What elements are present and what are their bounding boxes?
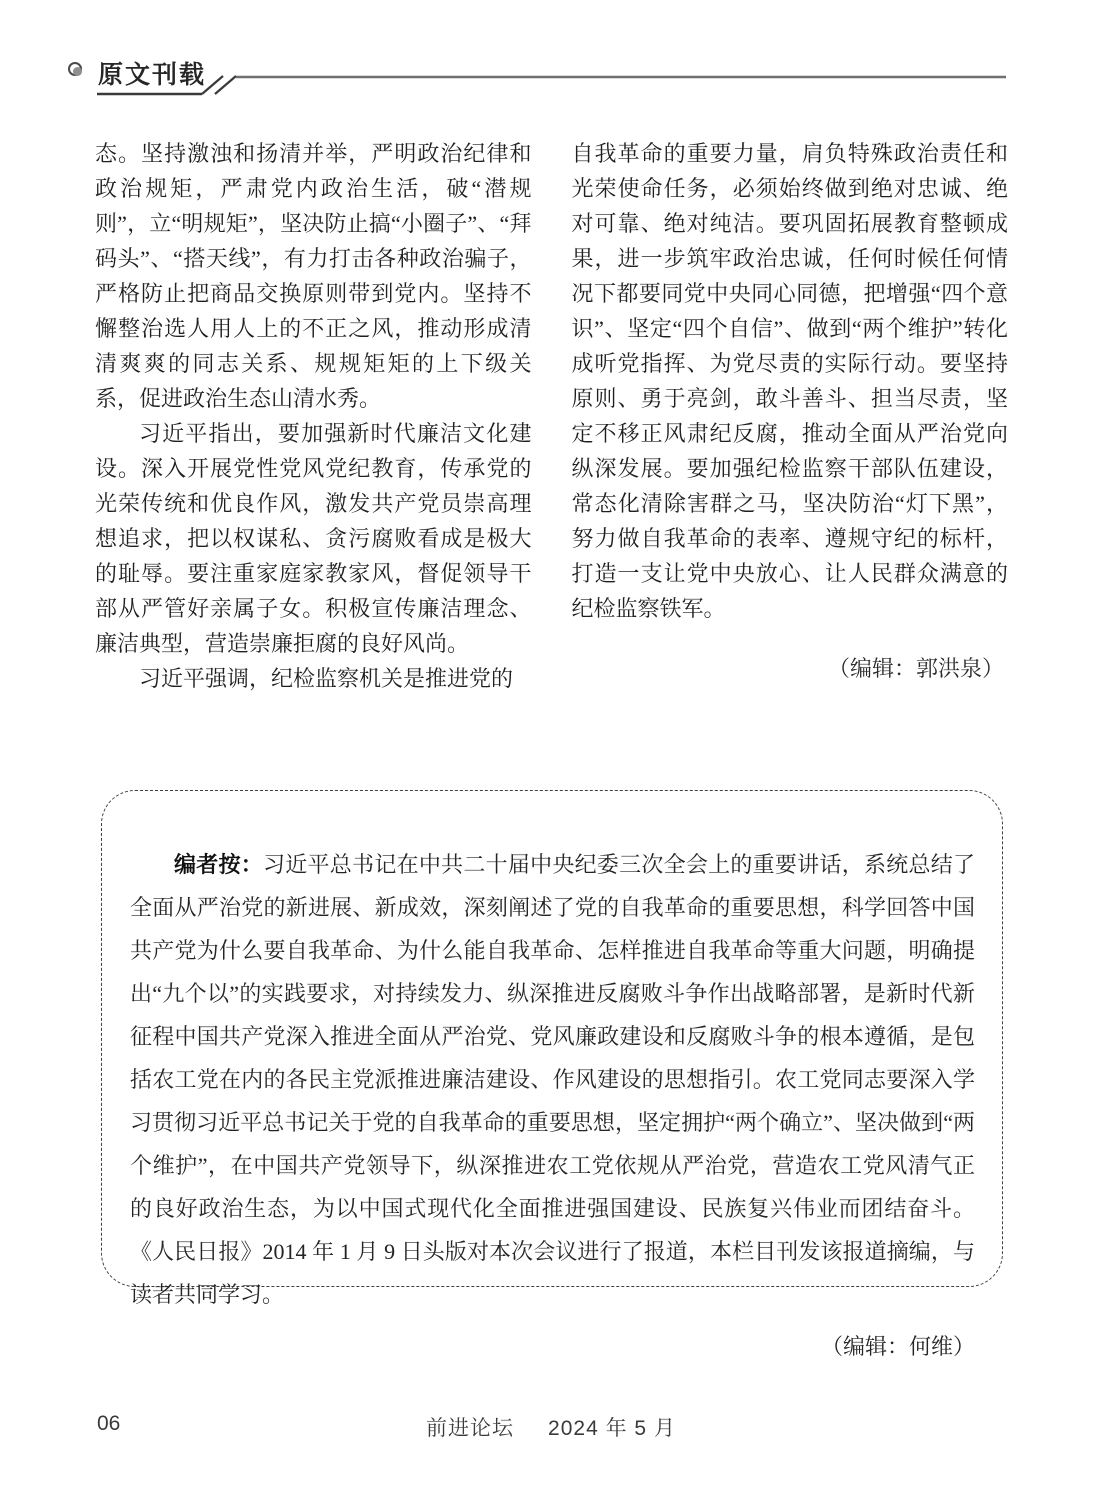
paragraph: 习近平强调，纪检监察机关是推进党的 bbox=[139, 666, 514, 691]
issue-date: 2024 年 5 月 bbox=[548, 1417, 676, 1440]
journal-name: 前进论坛 bbox=[426, 1417, 515, 1440]
article-body bbox=[95, 136, 1008, 696]
editor-note-credit: （编辑：何维） bbox=[820, 1334, 975, 1359]
page-footer bbox=[0, 1412, 1102, 1440]
section-title: 原文刊载 bbox=[98, 61, 207, 89]
editor-note-paragraph bbox=[130, 843, 975, 1316]
article-columns bbox=[95, 136, 1008, 696]
right-column bbox=[572, 136, 1009, 696]
editor-note-body: 习近平总书记在中共二十届中央纪委三次全会上的重要讲话，系统总结了全面从严治党的新进展、新成效，深刻阐述了党的自我革命的重要思想，科学回答中国共产党为什么要自我革命、为什么能自我革命、怎样推进自我革命等重大问题，明确提出“九个以”的实践要求，对持续发力、纵深推进反腐败斗争作出战略部署，是新时代新征程中国共产党深入推进全面从严治党、党风廉政建设和反腐败斗争的根本遵循，是包括农工党在内的各民主党派推进廉洁建设、作风建设的思想指引。农工党同志要深入学习贯彻习近平总书记关于党的自我革命的重要思想，坚定拥护“两个确立”、坚决做到“两个维护”，在中国共产党领导下，纵深推进农工党依规从严治党，营造农工党风清气正的良好政治生态，为以中国式现代化全面推进强国建设、民族复兴伟业而团结奋斗。《人民日报》2014 年 1 月 9 日头版对本次会议进行了报道，本栏目刊发该报道摘编，与读者共同学习。 bbox=[130, 852, 975, 1307]
left-column bbox=[95, 136, 532, 696]
editor-note-label: 编者按： bbox=[174, 852, 264, 877]
paragraph: 习近平指出，要加强新时代廉洁文化建设。深入开展党性党风党纪教育，传承党的光荣传统和优良作风，激发共产党员崇高理想追求，把以权谋私、贪污腐败看成是极大的耻辱。要注重家庭家教家风，督促领导干部从严管好亲属子女。积极宣传廉洁理念、廉洁典型，营造崇廉拒腐的良好风尚。 bbox=[95, 421, 532, 656]
header-rule-decoration bbox=[96, 55, 1008, 101]
paragraph: 自我革命的重要力量，肩负特殊政治责任和光荣使命任务，必须始终做到绝对忠诚、绝对可靠、绝对纯洁。要巩固拓展教育整顿成果，进一步筑牢政治忠诚，任何时候任何情况下都要同党中央同心同德，把增强“四个意识”、坚定“四个自信”、做到“两个维护”转化成听党指挥、为党尽责的实际行动。要坚持原则、勇于亮剑，敢斗善斗、担当尽责，坚定不移正风肃纪反腐，推动全面从严治党向纵深发展。要加强纪检监察干部队伍建设，常态化清除害群之马，坚决防治“灯下黑”，努力做自我革命的表率、遵规守纪的标杆，打造一支让党中央放心、让人民群众满意的纪检监察铁军。 bbox=[571, 141, 1008, 621]
page-number: 06 bbox=[97, 1412, 121, 1435]
article-editor-credit: （编辑：郭洪泉） bbox=[827, 656, 1004, 681]
paragraph: 态。坚持激浊和扬清并举，严明政治纪律和政治规矩，严肃党内政治生活，破“潜规则”，立“明规矩”，坚决防止搞“小圈子”、“拜码头”、“搭天线”，有力打击各种政治骗子，严格防止把商品交换原则带到党内。坚持不懈整治选人用人上的不正之风，推动形成清清爽爽的同志关系、规规矩矩的上下级关系，促进政治生态山清水秀。 bbox=[95, 141, 532, 411]
footer-journal-line bbox=[0, 1412, 1102, 1442]
section-header bbox=[68, 55, 1008, 105]
editor-note-box bbox=[101, 790, 1003, 1359]
target-bullet-icon bbox=[68, 62, 82, 76]
